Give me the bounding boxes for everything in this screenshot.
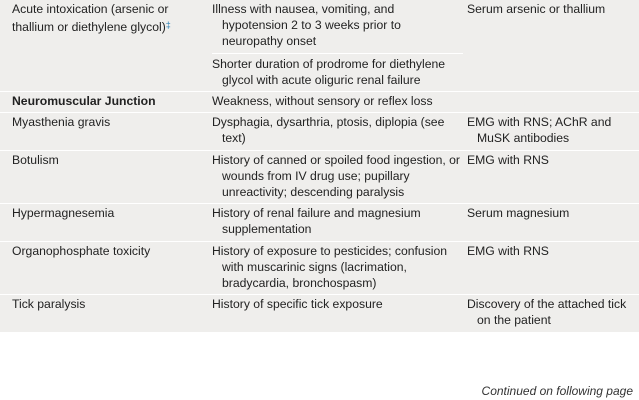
clinical-features: History of exposure to pesticides; confusion with muscarinic signs (lacrimation, bradycardia, bronchospasm) <box>212 243 448 291</box>
features-cell <box>212 92 467 112</box>
clinical-features: History of canned or spoiled food ingestion, or wounds from IV drug use; pupillary unreactivity; descending paralysis <box>212 152 460 200</box>
test-cell <box>467 113 639 149</box>
table-row <box>0 151 639 205</box>
test-cell <box>467 242 639 295</box>
table-row <box>0 113 639 150</box>
condition-name: Organophosphate toxicity <box>12 243 151 258</box>
clinical-features: Dysphagia, dysarthria, ptosis, diplopia (see text) <box>212 115 445 146</box>
test-cell <box>467 204 639 240</box>
table-row <box>0 0 639 92</box>
condition-cell <box>0 0 212 91</box>
clinical-features: History of renal failure and magnesium supplementation <box>212 206 421 237</box>
test-cell <box>467 151 639 204</box>
clinical-features: Weakness, without sensory or reflex loss <box>212 94 433 109</box>
section-heading: Neuromuscular Junction <box>12 94 156 109</box>
table-row <box>0 242 639 296</box>
features-cell <box>212 113 467 149</box>
condition-name: Myasthenia gravis <box>12 115 111 130</box>
diagnostic-test: Serum magnesium <box>467 206 570 221</box>
diagnostic-test: Serum arsenic or thallium <box>467 2 606 16</box>
diagnostic-test: Discovery of the attached tick on the patient <box>467 297 627 328</box>
clinical-features: History of specific tick exposure <box>212 297 383 312</box>
features-cell <box>212 0 467 91</box>
condition-name: Tick paralysis <box>12 297 86 312</box>
table-row <box>0 204 639 241</box>
footnote-mark: ‡ <box>165 20 171 31</box>
features-cell <box>212 295 467 331</box>
condition-name: Acute intoxication (arsenic or thallium or diethylene glycol) <box>12 2 169 35</box>
diagnostic-test: EMG with RNS <box>467 152 549 167</box>
diagnostic-test: EMG with RNS; AChR and MuSK antibodies <box>467 115 612 146</box>
diagnostic-test: EMG with RNS <box>467 243 549 258</box>
features-cell <box>212 242 467 295</box>
test-cell <box>467 295 639 331</box>
condition-name: Hypermagnesemia <box>12 206 115 221</box>
features-cell <box>212 151 467 204</box>
features-cell <box>212 204 467 240</box>
table-row <box>0 295 639 332</box>
section-header-row <box>0 92 639 113</box>
condition-name: Botulism <box>12 152 59 167</box>
clinical-features-note: Shorter duration of prodrome for diethylene glycol with acute oliguric renal failure <box>212 53 463 88</box>
continuation-note: Continued on following page <box>481 384 633 398</box>
test-cell <box>467 92 639 112</box>
test-cell <box>467 0 639 91</box>
clinical-features: Illness with nausea, vomiting, and hypotension 2 to 3 weeks prior to neuropathy onset <box>212 2 401 49</box>
